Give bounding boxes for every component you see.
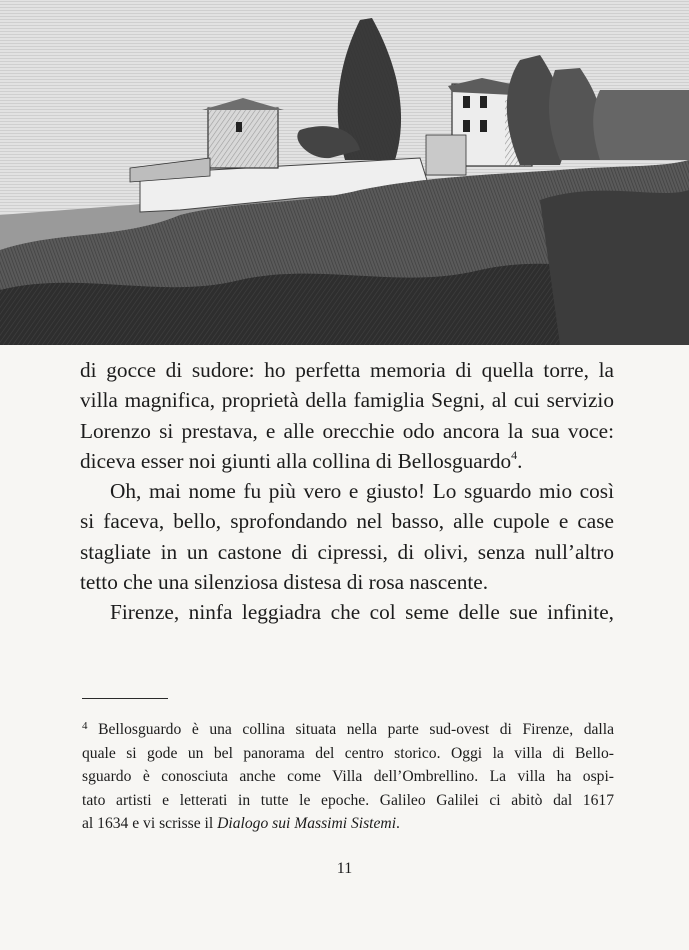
footnote-line-5-prefix: al 1634 e vi scrisse il [82,815,218,832]
page-number: 11 [336,860,353,877]
footnote-reference[interactable]: 4 [511,447,518,462]
footnote [82,718,614,836]
body-line-4-punctuation: . [517,448,523,473]
body-line-5: Oh, mai nome fu più vero e giusto! Lo sguardo mio così [110,479,614,504]
footnote-line-3: sguardo è conosciuta anche come Villa dell’Ombrellino. La villa ha ospi- [82,768,614,785]
footnote-number: 4 [82,720,88,732]
footnote-line-1 [82,718,614,742]
body-line-6: si faceva, bello, sprofondando nel basso, alle cupole e case [80,509,614,534]
body-line-3: Lorenzo si prestava, e alle orecchie odo ancora la sua voce: [80,418,614,443]
footnote-book-title: Dialogo sui Massimi Sistemi [217,815,397,832]
body-text [80,355,614,628]
body-line-8: tetto che una silenziosa distesa di rosa nascente. [80,570,489,595]
engraving-illustration [0,0,689,345]
body-line-4 [80,446,614,476]
footnote-line-5-suffix: . [396,815,400,832]
footnote-line-1-text: Bellosguardo è una collina situata nella parte sud-ovest di Firenze, dalla [98,721,614,738]
body-line-2: villa magnifica, proprietà della famiglia Segni, al cui servizio [80,388,614,413]
body-line-7: stagliate in un castone di cipressi, di olivi, senza null’altro [80,539,614,564]
footnote-line-2: quale si gode un bel panorama del centro storico. Oggi la villa di Bello- [82,744,614,762]
body-line-9: Firenze, ninfa leggiadra che col seme delle sue infinite, [110,600,614,625]
body-line-1: di gocce di sudore: ho perfetta memoria di quella torre, la [80,358,614,382]
body-line-4-text: diceva esser noi giunti alla collina di Bellosguardo [80,448,512,473]
footnote-separator [82,698,168,699]
footnote-line-5 [82,812,614,836]
footnote-line-4: tato artisti e letterati in tutte le epoche. Galileo Galilei ci abitò dal 1617 [82,791,614,809]
